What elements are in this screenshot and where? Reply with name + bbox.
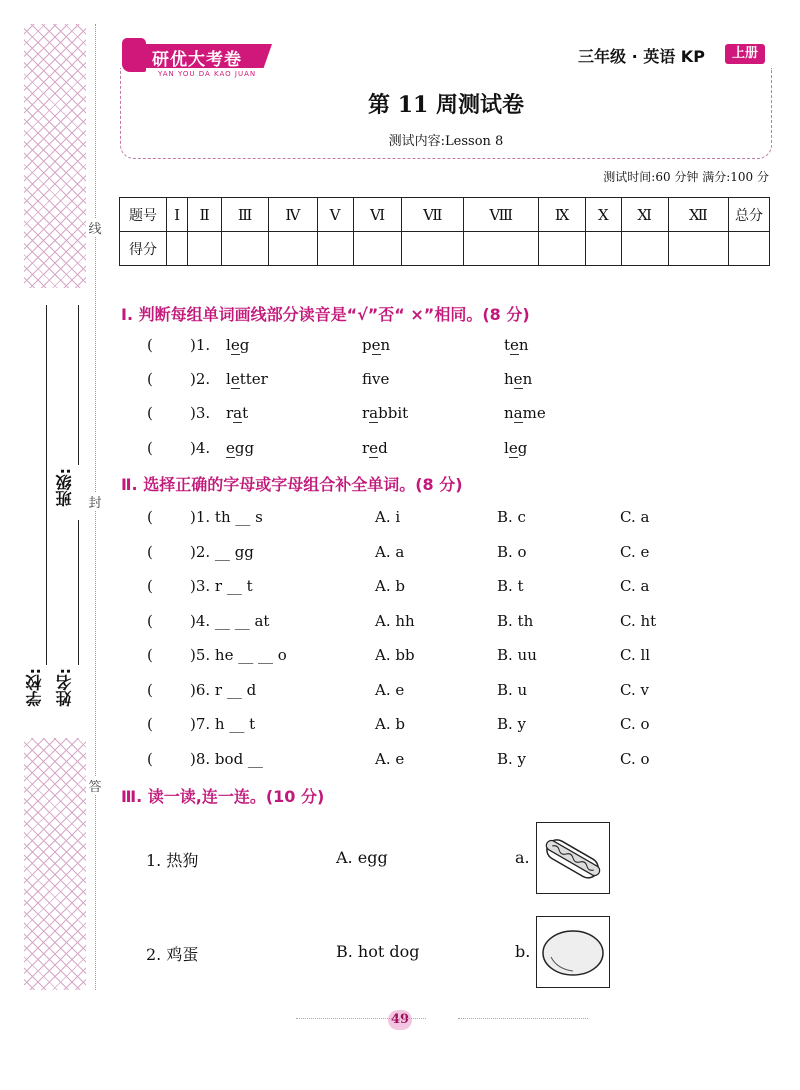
word-3-post: n	[522, 370, 533, 388]
col-3: Ⅲ	[222, 198, 269, 232]
item-question: )2. __ gg	[190, 543, 254, 561]
word-3-underlined: e	[510, 336, 519, 354]
footer-dots-left	[296, 1018, 426, 1019]
answer-paren[interactable]: (	[147, 543, 153, 561]
margin-word-fold: 答	[88, 776, 102, 795]
col-5: Ⅴ	[317, 198, 353, 232]
word-3	[504, 439, 527, 457]
score-cell-total[interactable]	[729, 232, 770, 266]
logo-subtext: YAN YOU DA KAO JUAN	[158, 70, 257, 78]
word-2-post: n	[380, 336, 391, 354]
score-cell[interactable]	[222, 232, 269, 266]
word-2-pre: r	[362, 404, 370, 422]
word-1	[226, 404, 248, 422]
answer-paren[interactable]: (	[147, 439, 153, 457]
word-2	[362, 439, 388, 457]
word-1-underlined: a	[233, 404, 243, 422]
test-content: 测试内容:Lesson 8	[388, 134, 504, 149]
list-item	[0, 577, 800, 603]
grade-subject: 三年级 · 英语 KP	[578, 47, 705, 66]
word-1	[226, 336, 249, 354]
hot-dog-icon	[537, 823, 609, 893]
word-3	[504, 404, 546, 422]
option-a[interactable]: A. hh	[375, 612, 415, 630]
title-box	[120, 68, 772, 159]
option-a[interactable]: A. a	[375, 543, 405, 561]
option-b[interactable]: B. y	[497, 750, 527, 768]
word-3-pre: n	[504, 404, 514, 422]
score-cell[interactable]	[586, 232, 621, 266]
option-b[interactable]: B. o	[497, 543, 527, 561]
option-a[interactable]: A. bb	[375, 646, 415, 664]
option-a[interactable]: A. i	[375, 508, 401, 526]
score-cell[interactable]	[402, 232, 464, 266]
word-1-post: gg	[234, 439, 255, 457]
word-3	[504, 336, 529, 354]
col-12: Ⅻ	[668, 198, 728, 232]
word-3-underlined: e	[508, 439, 518, 457]
score-table	[119, 197, 770, 266]
word-2-post: ve	[372, 370, 390, 388]
word-2	[362, 370, 389, 388]
answer-paren[interactable]: (	[147, 681, 153, 699]
option-b[interactable]: B. y	[497, 715, 527, 733]
score-table-header-row	[120, 198, 770, 232]
option-c[interactable]: C. o	[620, 750, 650, 768]
list-item	[0, 336, 800, 362]
item-number: )1.	[190, 336, 211, 354]
word-2-post: d	[378, 439, 388, 457]
score-cell[interactable]	[353, 232, 402, 266]
option-b[interactable]: B. c	[497, 508, 526, 526]
margin-word-line: 线	[88, 218, 102, 237]
word-2	[362, 404, 408, 422]
name-label: 姓名:	[55, 668, 74, 707]
option-b[interactable]: B. u	[497, 681, 528, 699]
col-10: Ⅹ	[586, 198, 621, 232]
option-c[interactable]: C. ll	[620, 646, 651, 664]
word-3-underlined: a	[513, 404, 523, 422]
answer-paren[interactable]: (	[147, 370, 153, 388]
volume-badge: 上册	[725, 44, 765, 64]
word-1-post: t	[242, 404, 249, 422]
list-item	[0, 715, 800, 741]
answer-paren[interactable]: (	[147, 577, 153, 595]
col-4: Ⅳ	[269, 198, 318, 232]
option-a[interactable]: A. e	[375, 750, 405, 768]
option-c[interactable]: C. a	[620, 577, 650, 595]
word-3-pre: t	[504, 336, 511, 354]
match-cn-2: 2. 鸡蛋	[146, 945, 199, 964]
list-item	[0, 646, 800, 672]
list-item	[0, 543, 800, 569]
score-cell[interactable]	[464, 232, 539, 266]
col-9: Ⅸ	[539, 198, 586, 232]
word-3-pre: l	[504, 439, 509, 457]
word-3-post: n	[518, 336, 529, 354]
option-c[interactable]: C. ht	[620, 612, 657, 630]
score-cell[interactable]	[621, 232, 668, 266]
footer-dots-right	[458, 1018, 588, 1019]
col-7: Ⅶ	[402, 198, 464, 232]
school-label: 学校:	[25, 668, 44, 707]
option-b[interactable]: B. uu	[497, 646, 537, 664]
item-question: )6. r __ d	[190, 681, 257, 699]
margin-word-seal: 封	[88, 492, 102, 511]
word-1	[226, 370, 268, 388]
score-cell[interactable]	[167, 232, 188, 266]
word-1-underlined: e	[226, 439, 235, 457]
word-2-post: bbit	[378, 404, 409, 422]
egg-icon	[537, 917, 609, 987]
match-cn-1: 1. 热狗	[146, 851, 199, 870]
list-item	[0, 439, 800, 465]
page-footer	[0, 1008, 800, 1030]
word-2	[362, 336, 390, 354]
score-cell[interactable]	[539, 232, 586, 266]
word-3	[504, 370, 532, 388]
word-2-underlined: a	[369, 404, 379, 422]
col-2: Ⅱ	[188, 198, 222, 232]
list-item	[0, 508, 800, 534]
score-cell[interactable]	[188, 232, 222, 266]
option-c[interactable]: C. a	[620, 508, 650, 526]
section-2-title: Ⅱ. 选择正确的字母或字母组合补全单词。(8 分)	[121, 475, 463, 494]
item-question: )8. bod __	[190, 750, 263, 768]
word-3-post: g	[517, 439, 528, 457]
answer-paren[interactable]: (	[147, 336, 153, 354]
word-1-pre: l	[226, 370, 231, 388]
test-time: 测试时间:60 分钟 满分:100 分	[603, 170, 769, 184]
score-table-score-row	[120, 232, 770, 266]
word-1-pre: l	[226, 336, 231, 354]
answer-paren[interactable]: (	[147, 715, 153, 733]
word-2-underlined: e	[369, 439, 379, 457]
item-number: )4.	[190, 439, 211, 457]
option-c[interactable]: C. v	[620, 681, 649, 699]
word-1-underlined: e	[230, 370, 240, 388]
word-1	[226, 439, 254, 457]
page-number: 49	[388, 1010, 412, 1030]
margin-hatch-top	[24, 24, 86, 288]
item-question: )5. he __ __ o	[190, 646, 287, 664]
option-a[interactable]: A. b	[375, 715, 405, 733]
option-b[interactable]: B. t	[497, 577, 524, 595]
word-2-underlined: e	[371, 336, 381, 354]
option-c[interactable]: C. o	[620, 715, 650, 733]
match-pic-label-1: a.	[515, 848, 530, 867]
word-3-post: me	[522, 404, 546, 422]
score-cell[interactable]	[668, 232, 728, 266]
score-cell[interactable]	[317, 232, 353, 266]
section-1-title: Ⅰ. 判断每组单词画线部分读音是“√”否“ ×”相同。(8 分)	[121, 305, 530, 324]
option-a[interactable]: A. e	[375, 681, 405, 699]
item-question: )4. __ __ at	[190, 612, 270, 630]
item-question: )3. r __ t	[190, 577, 253, 595]
answer-paren[interactable]: (	[147, 612, 153, 630]
score-cell[interactable]	[269, 232, 318, 266]
col-6: Ⅵ	[353, 198, 402, 232]
word-1-post: tter	[239, 370, 268, 388]
word-1-underlined: e	[230, 336, 240, 354]
word-3-underlined: e	[513, 370, 523, 388]
logo-text: 研优大考卷	[152, 50, 242, 70]
word-1-post: g	[239, 336, 250, 354]
item-question: )1. th __ s	[190, 508, 263, 526]
word-2-pre: p	[362, 336, 372, 354]
answer-paren[interactable]: (	[147, 404, 153, 422]
col-11: Ⅺ	[621, 198, 668, 232]
egg-picture[interactable]	[536, 916, 610, 988]
col-1: Ⅰ	[167, 198, 188, 232]
col-total: 总分	[729, 198, 770, 232]
word-2-pre: r	[362, 439, 370, 457]
score-label: 得分	[120, 232, 167, 266]
list-item	[0, 750, 800, 776]
class-label: 班级:	[55, 468, 74, 507]
list-item	[0, 681, 800, 707]
item-question: )7. h __ t	[190, 715, 256, 733]
word-2-pre: f	[362, 370, 373, 388]
item-number: )2.	[190, 370, 211, 388]
list-item	[0, 370, 800, 396]
answer-paren[interactable]: (	[147, 750, 153, 768]
word-3-pre: h	[504, 370, 514, 388]
item-number: )3.	[190, 404, 211, 422]
list-item	[0, 404, 800, 430]
answer-paren[interactable]: (	[147, 646, 153, 664]
option-a[interactable]: A. b	[375, 577, 405, 595]
match-en-1: A. egg	[336, 848, 388, 867]
col-8: Ⅷ	[464, 198, 539, 232]
option-b[interactable]: B. th	[497, 612, 534, 630]
list-item	[0, 612, 800, 638]
match-pic-label-2: b.	[515, 942, 531, 961]
word-1-pre: r	[226, 404, 234, 422]
question-number-label: 题号	[120, 198, 167, 232]
section-3-title: Ⅲ. 读一读,连一连。(10 分)	[121, 787, 325, 806]
hot-dog-picture[interactable]	[536, 822, 610, 894]
page-title: 第 11 周测试卷	[368, 92, 524, 118]
option-c[interactable]: C. e	[620, 543, 650, 561]
answer-paren[interactable]: (	[147, 508, 153, 526]
match-en-2: B. hot dog	[336, 942, 420, 961]
